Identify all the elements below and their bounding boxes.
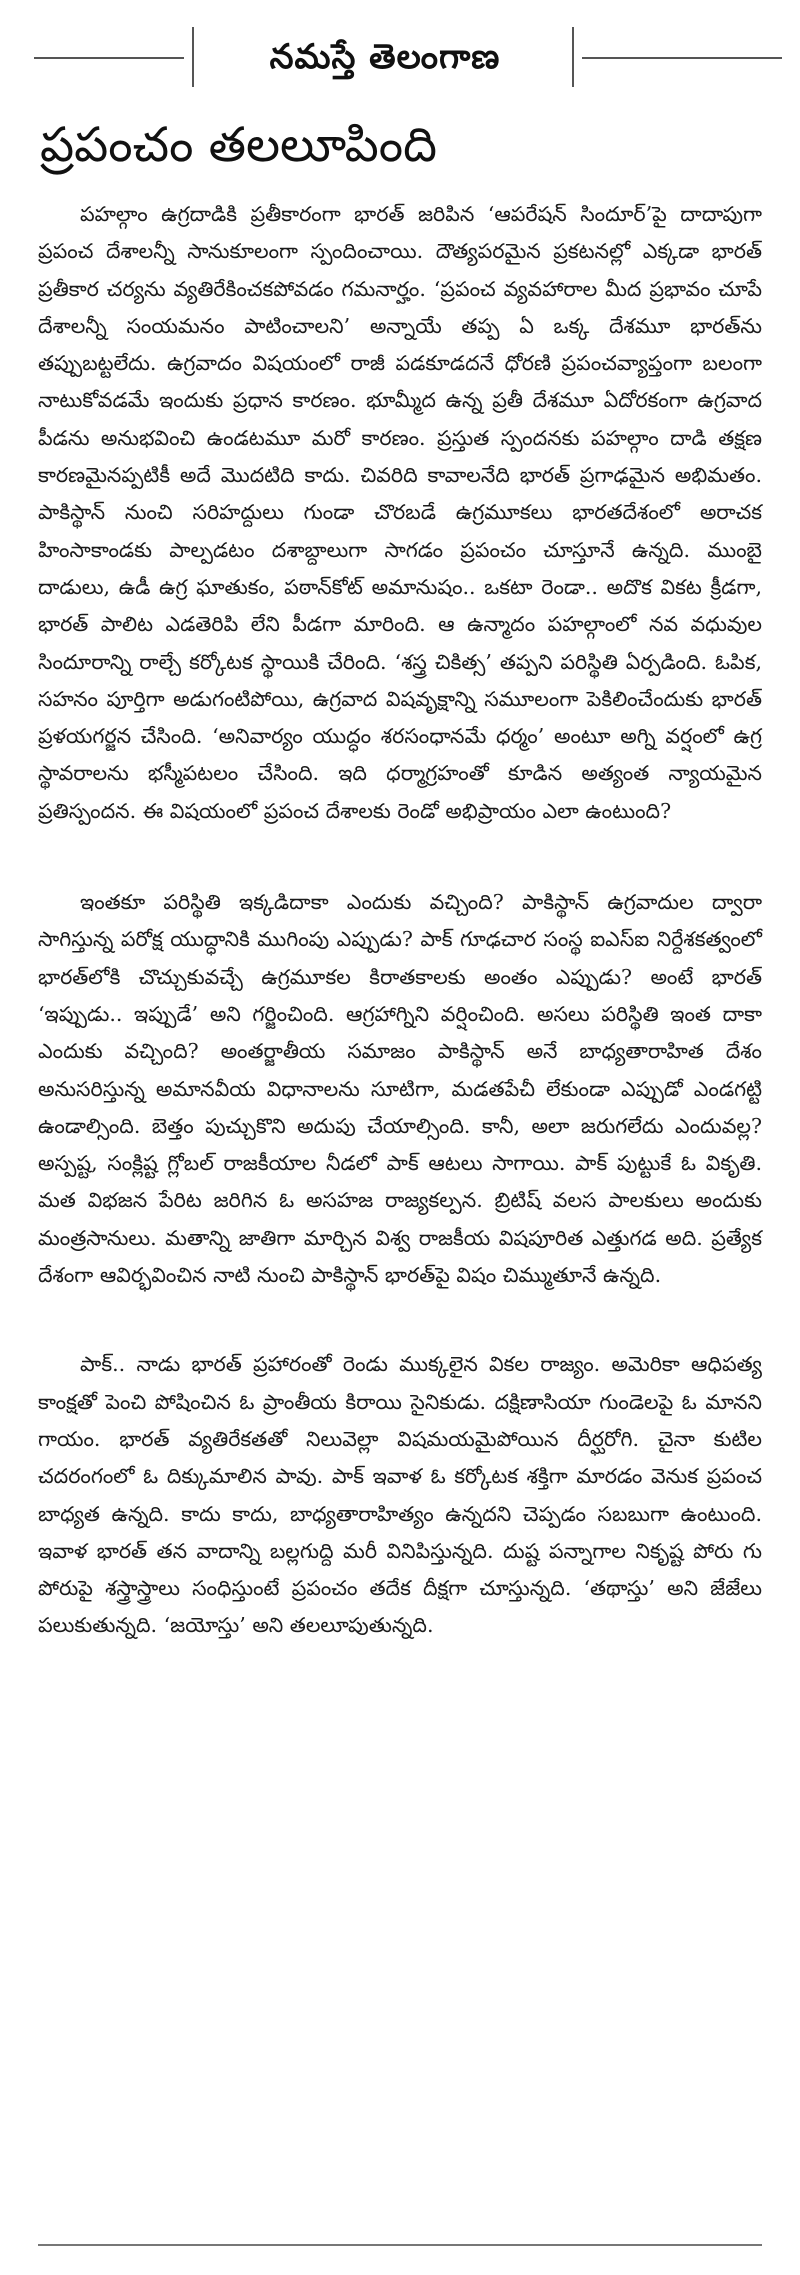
- article-body: [38, 196, 762, 1645]
- paragraph-1: పహల్గాం ఉగ్రదాడికి ప్రతీకారంగా భారత్ జరిపిన ‘ఆపరేషన్ సిందూర్’పై దాదాపుగా ప్రపంచ దేశాలన్నీ సానుకూలంగా స్పందించాయి. దౌత్యపరమైన ప్రకటనల్లో ఎక్కడా భారత్ ప్రతీకార చర్యను వ్యతిరేకించకపోవడం గమనార్హం. ‘ప్రపంచ వ్యవహారాల మీద ప్రభావం చూపే దేశాలన్నీ సంయమనం పాటించాలని’ అన్నాయే తప్ప ఏ ఒక్క దేశమూ భారత్‌ను తప్పుబట్టలేదు. ఉగ్రవాదం విషయంలో రాజీ పడకూడదనే ధోరణి ప్రపంచవ్యాప్తంగా బలంగా నాటుకోవడమే ఇందుకు ప్రధాన కారణం. భూమ్మీద ఉన్న ప్రతీ దేశమూ ఏదోరకంగా ఉగ్రవాద పీడను అనుభవించి ఉండటమూ మరో కారణం. ప్రస్తుత స్పందనకు పహల్గాం దాడి తక్షణ కారణమైనప్పటికీ అదే మొదటిది కాదు. చివరిది కావాలనేది భారత్ ప్రగాఢమైన అభిమతం. పాకిస్థాన్ నుంచి సరిహద్దులు గుండా చొరబడే ఉగ్రమూకలు భారతదేశంలో అరాచక హింసాకాండకు పాల్పడటం దశాబ్దాలుగా సాగడం ప్రపంచం చూస్తూనే ఉన్నది. ముంబై దాడులు, ఉడీ ఉగ్ర ఘాతుకం, పఠాన్‌కోట్ అమానుషం.. ఒకటా రెండా.. అదొక వికట క్రీడగా, భారత్ పాలిట ఎడతెరిపి లేని పీడగా మారింది. ఆ ఉన్మాదం పహల్గాంలో నవ వధువుల సిందూరాన్ని రాల్చే కర్కోటక స్థాయికి చేరింది. ‘శస్త్ర చికిత్స’ తప్పని పరిస్థితి ఏర్పడింది. ఓపిక, సహనం పూర్తిగా అడుగంటిపోయి, ఉగ్రవాద విషవృక్షాన్ని సమూలంగా పెకిలించేందుకు భారత్ ప్రళయగర్జన చేసింది. ‘అనివార్యం యుద్ధం శరసంధానమే ధర్మం’ అంటూ అగ్ని వర్షంలో ఉగ్ర స్థావరాలను భస్మీపటలం చేసింది. ఇది ధర్మాగ్రహంతో కూడిన అత్యంత న్యాయమైన ప్రతిస్పందన. ఈ విషయంలో ప్రపంచ దేశాలకు రెండో అభిప్రాయం ఎలా ఉంటుంది?: [38, 202, 762, 823]
- headline: ప్రపంచం తలలూపింది: [40, 117, 438, 173]
- masthead-rule-right: [582, 57, 782, 59]
- masthead-divider-left: [192, 27, 194, 87]
- paragraph-2: ఇంతకూ పరిస్థితి ఇక్కడిదాకా ఎందుకు వచ్చింది? పాకిస్థాన్ ఉగ్రవాదుల ద్వారా సాగిస్తున్న పరోక్ష యుద్ధానికి ముగింపు ఎప్పుడు? పాక్ గూఢచార సంస్థ ఐఎస్ఐ నిర్దేశకత్వంలో భారత్‌లోకి చొచ్చుకువచ్చే ఉగ్రమూకల కిరాతకాలకు అంతం ఎప్పుడు? అంటే భారత్ ‘ఇప్పుడు.. ఇప్పుడే’ అని గర్జించింది. ఆగ్రహాగ్నిని వర్షించింది. అసలు పరిస్థితి ఇంత దాకా ఎందుకు వచ్చింది? అంతర్జాతీయ సమాజం పాకిస్థాన్ అనే బాధ్యతారాహిత దేశం అనుసరిస్తున్న అమానవీయ విధానాలను సూటిగా, మడతపేచీ లేకుండా ఎప్పుడో ఎండగట్టి ఉండాల్సింది. బెత్తం పుచ్చుకొని అదుపు చేయాల్సింది. కానీ, అలా జరుగలేదు ఎందువల్ల? అస్పష్ట, సంక్లిష్ట గ్లోబల్ రాజకీయాల నీడలో పాక్ ఆటలు సాగాయి. పాక్ పుట్టుకే ఓ వికృతి. మత విభజన పేరిట జరిగిన ఓ అసహజ రాజ్యకల్పన. బ్రిటిష్ వలస పాలకులు అందుకు మంత్రసానులు. మతాన్ని జాతిగా మార్చిన విశ్వ రాజకీయ విషపూరిత ఎత్తుగడ అది. ప్రత్యేక దేశంగా ఆవిర్భవించిన నాటి నుంచి పాకిస్థాన్ భారత్‌పై విషం చిమ్ముతూనే ఉన్నది.: [38, 890, 762, 1288]
- paragraph-3: పాక్.. నాడు భారత్ ప్రహారంతో రెండు ముక్కలైన వికల రాజ్యం. అమెరికా ఆధిపత్య కాంక్షతో పెంచి పోషించిన ఓ ప్రాంతీయ కిరాయి సైనికుడు. దక్షిణాసియా గుండెలపై ఓ మానని గాయం. భారత్ వ్యతిరేకతతో నిలువెల్లా విషమయమైపోయిన దీర్ఘరోగి. చైనా కుటిల చదరంగంలో ఓ దిక్కుమాలిన పావు. పాక్ ఇవాళ ఓ కర్కోటక శక్తిగా మారడం వెనుక ప్రపంచ బాధ్యత ఉన్నది. కాదు కాదు, బాధ్యతారాహిత్యం ఉన్నదని చెప్పడం సబబుగా ఉంటుంది. ఇవాళ భారత్ తన వాదాన్ని బల్లగుద్ది మరీ వినిపిస్తున్నది. దుష్ట పన్నాగాల నికృష్ట పోరు గు పోరుపై శస్త్రాస్త్రాలు సంధిస్తుంటే ప్రపంచం తదేక దీక్షగా చూస్తున్నది. ‘తథాస్తు’ అని జేజేలు పలుకుతున్నది. ‘జయోస్తు’ అని తలలూపుతున్నది.: [38, 1352, 762, 1638]
- masthead-divider-right: [572, 27, 574, 87]
- bottom-rule: [38, 2244, 762, 2246]
- paragraph-gap: [38, 830, 762, 884]
- paragraph-gap: [38, 1294, 762, 1346]
- masthead-rule-left: [34, 57, 184, 59]
- masthead-title: నమస్తే తెలంగాణ: [269, 37, 501, 77]
